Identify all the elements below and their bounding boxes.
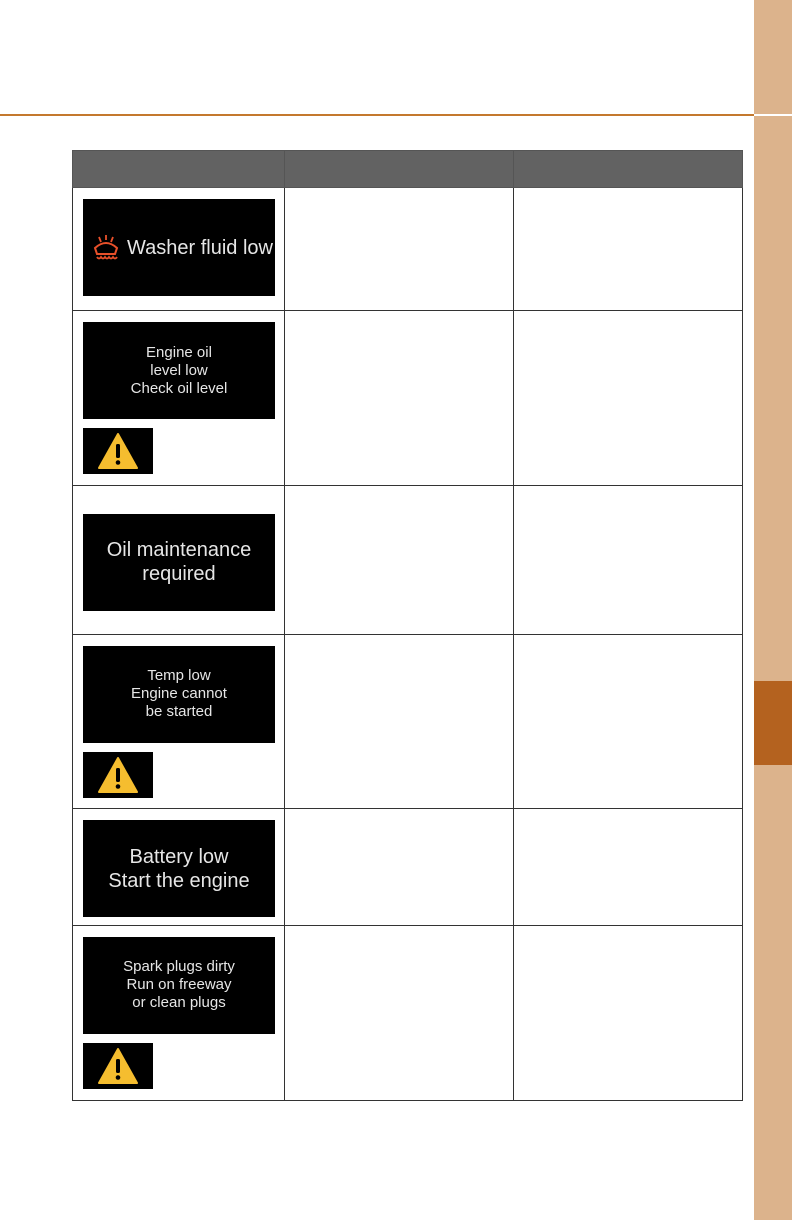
action-cell xyxy=(514,311,743,485)
display-image-cell xyxy=(73,925,285,1100)
side-tab xyxy=(754,0,792,1220)
column-header xyxy=(285,151,514,188)
display-line: be started xyxy=(145,703,213,721)
washer-fluid-icon xyxy=(91,234,121,262)
table-row xyxy=(73,634,743,808)
column-header xyxy=(73,151,285,188)
display-line: Engine oil xyxy=(146,343,212,361)
temp-low-display xyxy=(83,646,275,743)
display-line: required xyxy=(142,563,216,586)
warning-badge xyxy=(83,1043,153,1089)
display-image-cell xyxy=(73,485,285,634)
table-row xyxy=(73,925,743,1100)
description-cell xyxy=(285,485,514,634)
action-cell xyxy=(514,925,743,1100)
warning-triangle-icon xyxy=(97,432,139,470)
description-cell xyxy=(285,809,514,925)
warning-triangle-icon xyxy=(97,756,139,794)
display-line: Oil maintenance xyxy=(106,539,252,562)
column-header xyxy=(514,151,743,188)
action-cell xyxy=(514,188,743,311)
display-line: Start the engine xyxy=(108,869,250,892)
warning-badge xyxy=(83,428,153,474)
display-image-cell xyxy=(73,634,285,808)
display-line: Check oil level xyxy=(130,379,228,397)
display-line: Temp low xyxy=(147,667,211,685)
warning-messages-table xyxy=(72,150,743,1101)
warning-badge xyxy=(83,752,153,798)
display-line: Spark plugs dirty xyxy=(123,958,235,976)
engine-oil-display xyxy=(83,322,275,419)
side-tab-divider xyxy=(754,114,792,116)
table-row xyxy=(73,809,743,925)
table-header-row xyxy=(73,151,743,188)
description-cell xyxy=(285,634,514,808)
action-cell xyxy=(514,809,743,925)
display-line: Engine cannot xyxy=(131,685,227,703)
display-image-cell xyxy=(73,311,285,485)
description-cell xyxy=(285,311,514,485)
table-row xyxy=(73,485,743,634)
description-cell xyxy=(285,188,514,311)
spark-plugs-display xyxy=(83,937,275,1034)
display-image-cell xyxy=(73,188,285,311)
battery-low-display xyxy=(83,820,275,917)
header-rule xyxy=(0,114,754,116)
oil-maintenance-display xyxy=(83,514,275,611)
description-cell xyxy=(285,925,514,1100)
display-image-cell xyxy=(73,809,285,925)
display-message: Washer fluid low xyxy=(127,236,273,259)
warning-triangle-icon xyxy=(97,1047,139,1085)
action-cell xyxy=(514,485,743,634)
washer-fluid-display xyxy=(83,199,275,296)
display-line: Run on freeway xyxy=(126,976,232,994)
action-cell xyxy=(514,634,743,808)
table-row xyxy=(73,188,743,311)
display-line: Battery low xyxy=(129,845,229,868)
table-row xyxy=(73,311,743,485)
side-tab-active-section[interactable] xyxy=(754,681,792,765)
display-line: or clean plugs xyxy=(132,994,226,1012)
display-line: level low xyxy=(150,361,208,379)
